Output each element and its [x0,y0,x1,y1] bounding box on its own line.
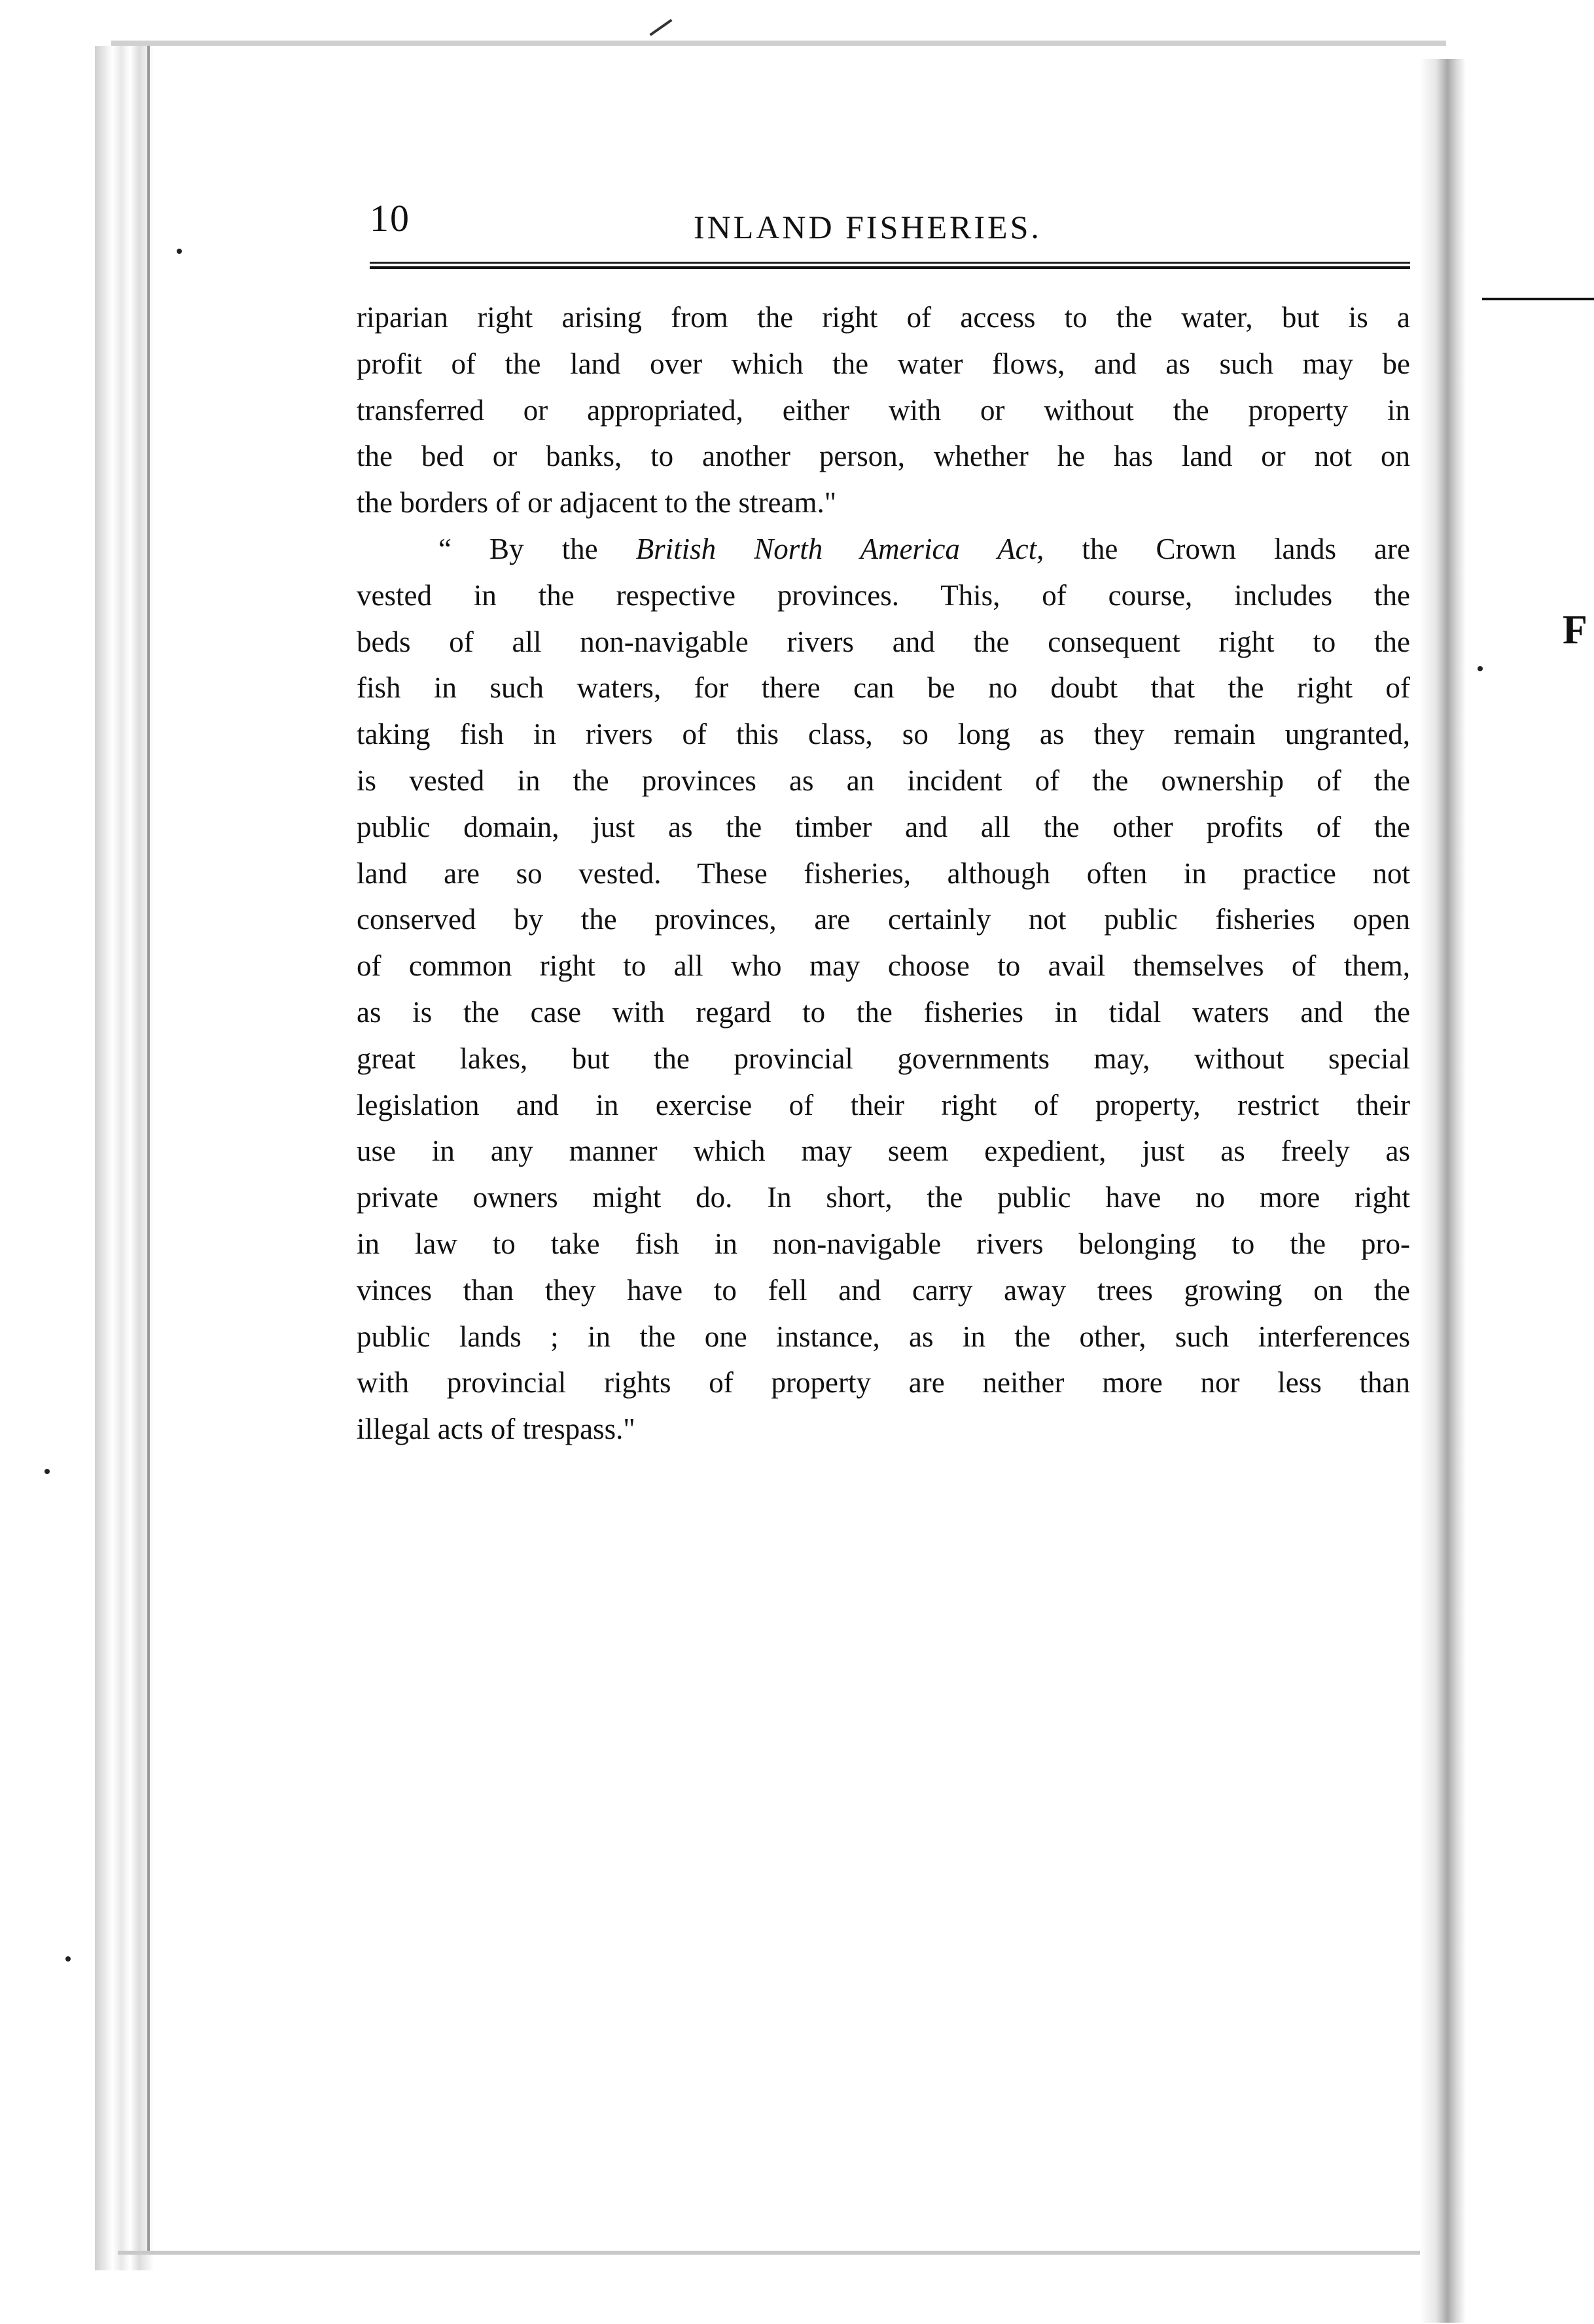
text-line: is vested in the provinces as an incident of the ownership of the [357,764,1410,797]
text-line: conserved by the provinces, are certainly not public fisheries open [357,903,1410,936]
text-line: use in any manner which may seem expedient, just as freely as [357,1135,1410,1168]
text-line: transferred or appropriated, either with or without the property in [357,393,1410,427]
page-bottom-edge [118,2251,1420,2255]
quote-open: “ By the [438,532,636,565]
text-line: vested in the respective provinces. This, of course, includes the [357,578,1410,612]
line-continuation: the Crown lands are [1044,532,1410,565]
text-line: riparian right arising from the right of access to the water, but is a [357,301,1410,334]
text-line-paragraph-start [357,526,1410,572]
act-title-italic: British North America Act, [635,532,1044,565]
text-line: the bed or banks, to another person, whether he has land or not on [357,440,1410,473]
text-line: illegal acts of trespass." [357,1413,635,1446]
header-rule-thick [370,266,1410,269]
scan-speck [177,249,182,254]
text-line: great lakes, but the provincial governments may, without special [357,1042,1410,1075]
scan-speck [65,1956,71,1962]
text-line: the borders of or adjacent to the stream." [357,486,837,519]
book-gutter [1420,59,1466,2323]
text-line: of common right to all who may choose to avail themselves of them, [357,949,1410,983]
text-line: profit of the land over which the water flows, and as such may be [357,347,1410,380]
text-line: as is the case with regard to the fisheries in tidal waters and the [357,995,1410,1029]
page-number: 10 [370,197,410,239]
scan-mark [649,19,672,36]
text-line: with provincial rights of property are neither more nor less than [357,1366,1410,1400]
text-line: public lands ; in the one instance, as in the other, such interferences [357,1320,1410,1353]
text-line: private owners might do. In short, the public have no more right [357,1181,1410,1214]
text-line: taking fish in rivers of this class, so long as they remain ungranted, [357,718,1410,751]
text-line: fish in such waters, for there can be no doubt that the right of [357,671,1410,705]
text-line: vinces than they have to fell and carry away trees growing on the [357,1273,1410,1307]
header-rule [370,262,1410,264]
facing-page-rule [1482,298,1594,300]
page-top-edge [111,41,1446,46]
text-line: land are so vested. These fisheries, although often in practice not [357,856,1410,890]
scan-speck [44,1469,50,1474]
facing-page-heading: F [1563,608,1587,652]
scan-speck [1478,666,1483,671]
body-text [357,294,1410,1452]
running-title: INLAND FISHERIES. [694,209,1042,245]
text-line: beds of all non-navigable rivers and the consequent right to the [357,625,1410,658]
text-line: legislation and in exercise of their right of property, restrict their [357,1088,1410,1121]
text-line: public domain, just as the timber and all the other profits of the [357,810,1410,843]
text-line: in law to take fish in non-navigable rivers belonging to the pro- [357,1227,1410,1260]
page-edge-line [147,46,150,2251]
book-edge-shadow [95,46,154,2270]
